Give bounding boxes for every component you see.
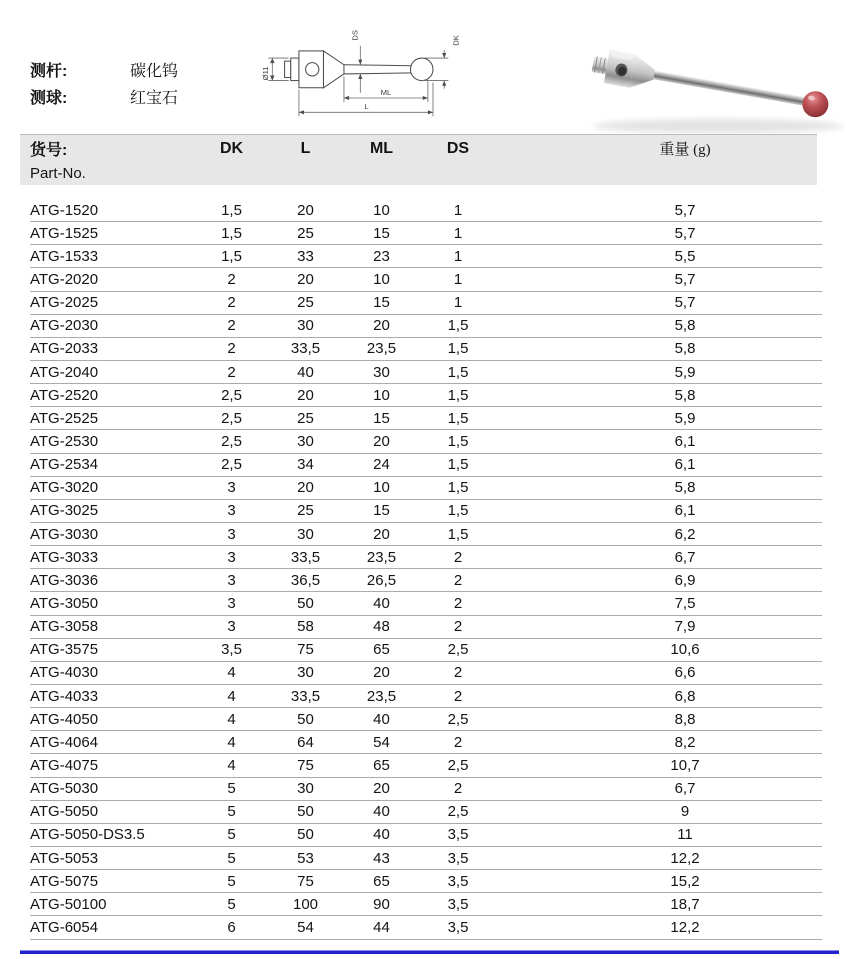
dim-label-ml: ML bbox=[380, 87, 392, 97]
table-row bbox=[30, 268, 822, 291]
table-row bbox=[30, 847, 822, 870]
cell-dk: 6 bbox=[227, 918, 236, 936]
cell-l: 30 bbox=[297, 664, 314, 682]
table-row bbox=[30, 824, 822, 847]
cell-dk: 4 bbox=[227, 664, 236, 682]
cell-dk: 2 bbox=[227, 317, 236, 335]
cell-weight: 6,1 bbox=[674, 432, 696, 450]
cell-ml: 40 bbox=[373, 826, 390, 844]
cell-l: 20 bbox=[297, 479, 314, 497]
cell-part-no: ATG-3020 bbox=[30, 479, 99, 497]
cell-part-no: ATG-5050-DS3.5 bbox=[30, 826, 145, 844]
cell-dk: 4 bbox=[227, 733, 236, 751]
cell-ds: 1 bbox=[453, 224, 463, 242]
cell-dk: 3 bbox=[227, 479, 236, 497]
cell-weight: 6,9 bbox=[674, 571, 696, 589]
cell-ds: 1,5 bbox=[447, 479, 469, 497]
material-specs bbox=[30, 58, 178, 112]
cell-weight: 5,8 bbox=[674, 340, 696, 358]
cell-ml: 30 bbox=[373, 363, 390, 381]
table-row bbox=[30, 778, 822, 801]
cell-part-no: ATG-2030 bbox=[30, 317, 99, 335]
cell-part-no: ATG-3025 bbox=[30, 502, 99, 520]
cell-weight: 5,7 bbox=[674, 224, 696, 242]
cell-weight: 12,2 bbox=[670, 918, 700, 936]
table-row bbox=[30, 338, 822, 361]
cell-l: 58 bbox=[297, 618, 314, 636]
table-row bbox=[30, 801, 822, 824]
cell-part-no: ATG-4064 bbox=[30, 733, 99, 751]
table-row bbox=[30, 708, 822, 731]
cell-l: 25 bbox=[297, 502, 314, 520]
cell-ds: 1,5 bbox=[447, 432, 469, 450]
stylus-ball-value: 红宝石 bbox=[130, 90, 179, 107]
cell-ml: 40 bbox=[373, 594, 390, 612]
cell-ml: 54 bbox=[373, 733, 390, 751]
cell-weight: 6,1 bbox=[674, 502, 696, 520]
cell-weight: 6,8 bbox=[674, 687, 696, 705]
table-row bbox=[30, 916, 822, 939]
cell-part-no: ATG-1533 bbox=[30, 247, 99, 265]
cell-ds: 2 bbox=[453, 733, 463, 751]
table-row bbox=[30, 523, 822, 546]
photo-shadow bbox=[593, 119, 843, 133]
cell-ml: 23,5 bbox=[366, 340, 397, 358]
cell-weight: 12,2 bbox=[670, 849, 700, 867]
cell-weight: 9 bbox=[680, 803, 690, 821]
cell-dk: 5 bbox=[227, 895, 236, 913]
cell-ml: 10 bbox=[373, 479, 390, 497]
cell-ml: 20 bbox=[373, 664, 390, 682]
cell-dk: 2,5 bbox=[221, 456, 242, 474]
shaft bbox=[653, 70, 806, 106]
cell-dk: 1,5 bbox=[221, 247, 242, 265]
col-header-ml: ML bbox=[369, 139, 394, 157]
cell-ds: 1 bbox=[453, 201, 463, 219]
cell-ds: 1,5 bbox=[447, 386, 469, 404]
table-header-row-2 bbox=[20, 162, 817, 184]
cell-part-no: ATG-4033 bbox=[30, 687, 99, 705]
cell-l: 36,5 bbox=[290, 571, 321, 589]
cell-dk: 5 bbox=[227, 826, 236, 844]
page-bottom-rule bbox=[20, 950, 839, 954]
spec-row-ball bbox=[30, 85, 178, 112]
cell-part-no: ATG-4075 bbox=[30, 756, 99, 774]
table-header-row-1 bbox=[20, 135, 817, 162]
cell-l: 50 bbox=[297, 594, 314, 612]
cell-ds: 2,5 bbox=[447, 756, 469, 774]
cell-l: 75 bbox=[297, 872, 314, 890]
cell-dk: 3 bbox=[227, 571, 236, 589]
dim-label-dk: DK bbox=[451, 35, 461, 46]
cell-weight: 5,8 bbox=[674, 317, 696, 335]
cell-l: 64 bbox=[297, 733, 314, 751]
stylus-product-photo bbox=[568, 22, 862, 142]
cell-part-no: ATG-3036 bbox=[30, 571, 99, 589]
cell-dk: 2 bbox=[227, 363, 236, 381]
cell-dk: 1,5 bbox=[221, 224, 242, 242]
cell-part-no: ATG-4050 bbox=[30, 710, 99, 728]
table-row bbox=[30, 384, 822, 407]
table-row bbox=[30, 222, 822, 245]
cell-dk: 3 bbox=[227, 548, 236, 566]
cell-dk: 4 bbox=[227, 710, 236, 728]
cell-ml: 40 bbox=[373, 710, 390, 728]
dim-label-shank-diameter: Ø11 bbox=[261, 66, 271, 81]
cell-part-no: ATG-2530 bbox=[30, 432, 99, 450]
cell-part-no: ATG-2525 bbox=[30, 409, 99, 427]
cell-ds: 1,5 bbox=[447, 317, 469, 335]
stylus-body-group bbox=[590, 47, 831, 122]
cell-weight: 6,1 bbox=[674, 456, 696, 474]
cell-l: 30 bbox=[297, 317, 314, 335]
table-header bbox=[20, 134, 817, 185]
cell-part-no: ATG-5030 bbox=[30, 780, 99, 798]
cell-part-no: ATG-2020 bbox=[30, 270, 99, 288]
table-row bbox=[30, 569, 822, 592]
cell-dk: 3 bbox=[227, 618, 236, 636]
cell-ds: 2 bbox=[453, 548, 463, 566]
col-header-ds: DS bbox=[446, 139, 470, 157]
cell-l: 33,5 bbox=[290, 548, 321, 566]
cell-ml: 10 bbox=[373, 386, 390, 404]
cell-ml: 20 bbox=[373, 525, 390, 543]
cell-part-no: ATG-2534 bbox=[30, 456, 99, 474]
cell-weight: 6,2 bbox=[674, 525, 696, 543]
cell-ml: 65 bbox=[373, 756, 390, 774]
cell-weight: 6,6 bbox=[674, 664, 696, 682]
cell-ds: 1,5 bbox=[447, 502, 469, 520]
cell-ml: 44 bbox=[373, 918, 390, 936]
cell-ml: 20 bbox=[373, 317, 390, 335]
cell-dk: 5 bbox=[227, 849, 236, 867]
cell-dk: 5 bbox=[227, 780, 236, 798]
cell-part-no: ATG-5050 bbox=[30, 803, 99, 821]
cell-l: 25 bbox=[297, 294, 314, 312]
cell-dk: 2 bbox=[227, 270, 236, 288]
cell-ds: 3,5 bbox=[447, 895, 469, 913]
cell-ml: 23,5 bbox=[366, 687, 397, 705]
cell-ml: 15 bbox=[373, 409, 390, 427]
col-header-part-no-en: Part-No. bbox=[30, 164, 86, 182]
cell-l: 30 bbox=[297, 525, 314, 543]
cell-part-no: ATG-3033 bbox=[30, 548, 99, 566]
cell-weight: 10,7 bbox=[670, 756, 700, 774]
cell-weight: 8,2 bbox=[674, 733, 696, 751]
cell-ds: 3,5 bbox=[447, 918, 469, 936]
table-row bbox=[30, 685, 822, 708]
table-row bbox=[30, 430, 822, 453]
cell-ds: 3,5 bbox=[447, 826, 469, 844]
cell-weight: 11 bbox=[677, 826, 693, 844]
cell-ml: 65 bbox=[373, 641, 390, 659]
stylus-shaft-label: 测杆: bbox=[30, 63, 68, 80]
cell-l: 33,5 bbox=[290, 340, 321, 358]
cell-l: 20 bbox=[297, 270, 314, 288]
cell-ml: 43 bbox=[373, 849, 390, 867]
cell-weight: 5,8 bbox=[674, 386, 696, 404]
cell-l: 75 bbox=[297, 641, 314, 659]
cell-ds: 2 bbox=[453, 687, 463, 705]
cell-ml: 20 bbox=[373, 780, 390, 798]
table-row bbox=[30, 292, 822, 315]
cell-part-no: ATG-1525 bbox=[30, 224, 99, 242]
cell-dk: 5 bbox=[227, 872, 236, 890]
cell-dk: 2,5 bbox=[221, 432, 242, 450]
table-row bbox=[30, 361, 822, 384]
cell-dk: 5 bbox=[227, 803, 236, 821]
cell-dk: 4 bbox=[227, 756, 236, 774]
cell-ds: 1,5 bbox=[447, 340, 469, 358]
cell-part-no: ATG-3050 bbox=[30, 594, 99, 612]
table-row bbox=[30, 454, 822, 477]
cell-ml: 15 bbox=[373, 224, 390, 242]
cell-weight: 5,5 bbox=[674, 247, 696, 265]
stylus-dimension-diagram bbox=[258, 28, 478, 126]
cell-weight: 15,2 bbox=[670, 872, 700, 890]
cell-part-no: ATG-5053 bbox=[30, 849, 99, 867]
cell-weight: 6,7 bbox=[674, 780, 696, 798]
stylus-ball-label: 测球: bbox=[30, 90, 68, 107]
cell-ds: 1,5 bbox=[447, 456, 469, 474]
dim-label-l: L bbox=[364, 102, 369, 112]
cell-ml: 10 bbox=[373, 201, 390, 219]
cell-weight: 5,9 bbox=[674, 363, 696, 381]
cell-ml: 65 bbox=[373, 872, 390, 890]
cell-ds: 2 bbox=[453, 571, 463, 589]
cell-dk: 3 bbox=[227, 525, 236, 543]
cell-l: 75 bbox=[297, 756, 314, 774]
cell-dk: 3 bbox=[227, 502, 236, 520]
table-row bbox=[30, 315, 822, 338]
cell-ml: 26,5 bbox=[366, 571, 397, 589]
cell-l: 54 bbox=[297, 918, 314, 936]
cell-ml: 24 bbox=[373, 456, 390, 474]
cell-weight: 5,7 bbox=[674, 294, 696, 312]
cell-part-no: ATG-2025 bbox=[30, 294, 99, 312]
cell-dk: 2,5 bbox=[221, 409, 242, 427]
cell-ds: 1,5 bbox=[447, 525, 469, 543]
table-row bbox=[30, 754, 822, 777]
cell-part-no: ATG-2040 bbox=[30, 363, 99, 381]
cell-weight: 18,7 bbox=[670, 895, 700, 913]
cell-ds: 1 bbox=[453, 247, 463, 265]
cell-dk: 1,5 bbox=[221, 201, 242, 219]
cell-ds: 2 bbox=[453, 780, 463, 798]
table-row bbox=[30, 245, 822, 268]
table-row bbox=[30, 639, 822, 662]
cell-ds: 2,5 bbox=[447, 641, 469, 659]
col-header-part-no-cn: 货号: bbox=[30, 142, 68, 159]
cell-l: 20 bbox=[297, 201, 314, 219]
cell-part-no: ATG-3058 bbox=[30, 618, 99, 636]
cell-ds: 1,5 bbox=[447, 409, 469, 427]
cell-ds: 3,5 bbox=[447, 849, 469, 867]
cell-l: 33,5 bbox=[290, 687, 321, 705]
cell-l: 50 bbox=[297, 803, 314, 821]
dim-label-ds: DS bbox=[350, 30, 360, 41]
cell-part-no: ATG-2520 bbox=[30, 386, 99, 404]
cell-weight: 5,9 bbox=[674, 409, 696, 427]
cell-ds: 1,5 bbox=[447, 363, 469, 381]
cell-ds: 2,5 bbox=[447, 710, 469, 728]
cell-part-no: ATG-5075 bbox=[30, 872, 99, 890]
cell-l: 25 bbox=[297, 409, 314, 427]
table-row bbox=[30, 199, 822, 222]
cell-ml: 48 bbox=[373, 618, 390, 636]
cell-ml: 15 bbox=[373, 502, 390, 520]
cell-ml: 15 bbox=[373, 294, 390, 312]
spec-row-shaft bbox=[30, 58, 178, 85]
col-header-dk: DK bbox=[219, 139, 244, 157]
cell-l: 50 bbox=[297, 826, 314, 844]
cell-weight: 5,7 bbox=[674, 201, 696, 219]
cell-l: 25 bbox=[297, 224, 314, 242]
col-header-l: L bbox=[300, 139, 311, 157]
cell-ml: 23,5 bbox=[366, 548, 397, 566]
cell-l: 100 bbox=[292, 895, 319, 913]
cell-ds: 3,5 bbox=[447, 872, 469, 890]
cell-part-no: ATG-6054 bbox=[30, 918, 99, 936]
cell-l: 30 bbox=[297, 432, 314, 450]
cell-dk: 2 bbox=[227, 340, 236, 358]
cell-l: 50 bbox=[297, 710, 314, 728]
cell-ml: 90 bbox=[373, 895, 390, 913]
cell-weight: 10,6 bbox=[670, 641, 700, 659]
cell-dk: 2,5 bbox=[221, 386, 242, 404]
cell-ml: 40 bbox=[373, 803, 390, 821]
table-row bbox=[30, 731, 822, 754]
table-row bbox=[30, 616, 822, 639]
cell-part-no: ATG-3030 bbox=[30, 525, 99, 543]
table-row bbox=[30, 893, 822, 916]
cell-l: 20 bbox=[297, 386, 314, 404]
cell-part-no: ATG-1520 bbox=[30, 201, 99, 219]
cell-part-no: ATG-2033 bbox=[30, 340, 99, 358]
cell-weight: 5,7 bbox=[674, 270, 696, 288]
cell-dk: 4 bbox=[227, 687, 236, 705]
cell-ds: 2 bbox=[453, 618, 463, 636]
cell-l: 34 bbox=[297, 456, 314, 474]
table-row bbox=[30, 870, 822, 893]
cell-dk: 3 bbox=[227, 594, 236, 612]
cell-dk: 2 bbox=[227, 294, 236, 312]
cell-ds: 1 bbox=[453, 270, 463, 288]
cell-l: 40 bbox=[297, 363, 314, 381]
cell-ds: 1 bbox=[453, 294, 463, 312]
table-row bbox=[30, 592, 822, 615]
cell-l: 33 bbox=[297, 247, 314, 265]
cell-weight: 7,9 bbox=[674, 618, 696, 636]
cell-dk: 3,5 bbox=[221, 641, 242, 659]
table-row bbox=[30, 500, 822, 523]
cell-weight: 6,7 bbox=[674, 548, 696, 566]
cell-weight: 7,5 bbox=[674, 594, 696, 612]
cell-weight: 5,8 bbox=[674, 479, 696, 497]
ruby-ball bbox=[800, 89, 830, 119]
cell-ds: 2 bbox=[453, 594, 463, 612]
table-row bbox=[30, 546, 822, 569]
cell-weight: 8,8 bbox=[674, 710, 696, 728]
cell-l: 30 bbox=[297, 780, 314, 798]
table-body bbox=[30, 199, 822, 940]
cell-ml: 10 bbox=[373, 270, 390, 288]
cell-ml: 20 bbox=[373, 432, 390, 450]
cell-part-no: ATG-4030 bbox=[30, 664, 99, 682]
cell-l: 53 bbox=[297, 849, 314, 867]
table-row bbox=[30, 662, 822, 685]
col-header-weight: 重量 (g) bbox=[659, 142, 711, 158]
cell-part-no: ATG-50100 bbox=[30, 895, 107, 913]
cell-ds: 2,5 bbox=[447, 803, 469, 821]
table-row bbox=[30, 407, 822, 430]
cell-part-no: ATG-3575 bbox=[30, 641, 99, 659]
stylus-shaft-value: 碳化钨 bbox=[130, 63, 179, 80]
cell-ds: 2 bbox=[453, 664, 463, 682]
cell-ml: 23 bbox=[373, 247, 390, 265]
table-row bbox=[30, 477, 822, 500]
